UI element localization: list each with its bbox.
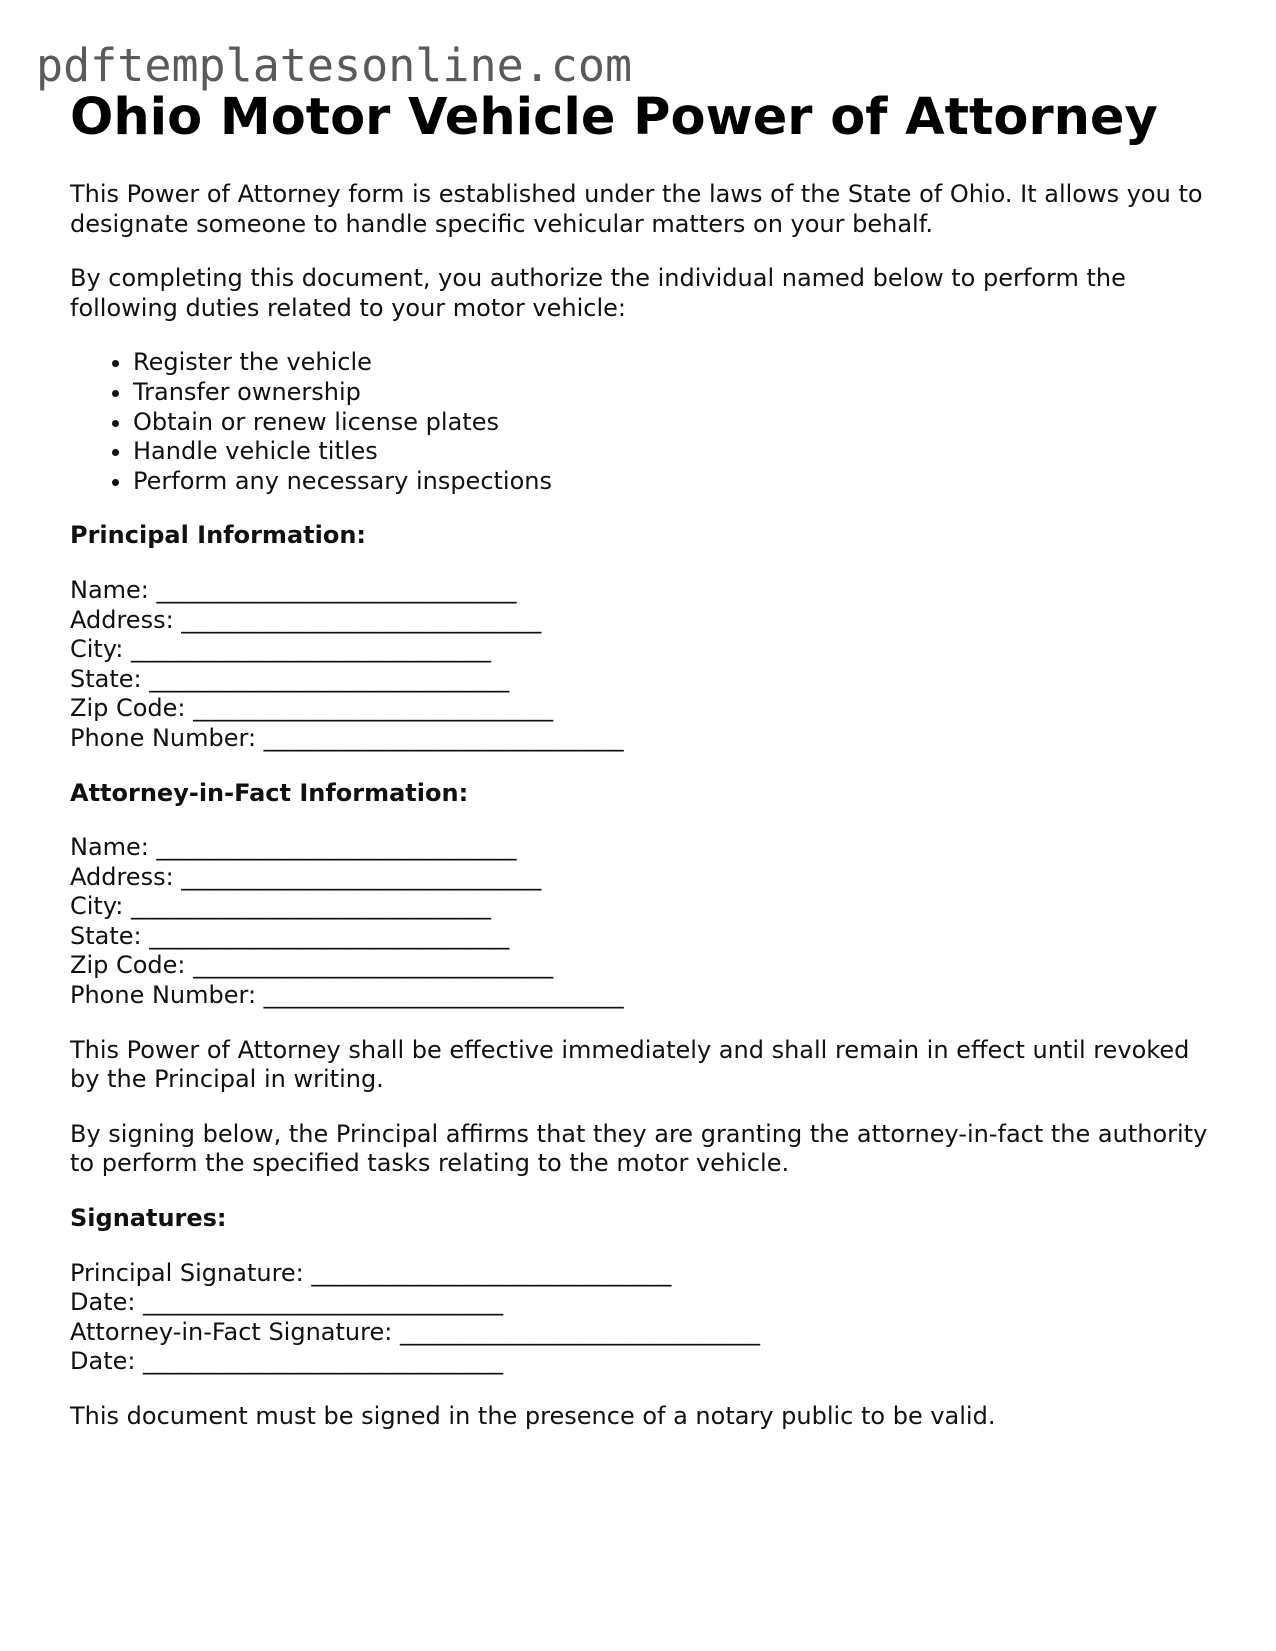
signature-fields — [70, 1259, 1220, 1377]
attorney-heading: Attorney-in-Fact Information: — [70, 778, 469, 807]
page-title: Ohio Motor Vehicle Power of Attorney — [70, 88, 1158, 147]
principal-signature-field[interactable]: Principal Signature: ______________________________ — [70, 1258, 672, 1287]
principal-date-field[interactable]: Date: ______________________________ — [70, 1288, 504, 1317]
watermark: pdftemplatesonline.com — [36, 39, 633, 92]
authorization-paragraph: By completing this document, you authorize the individual named below to perform the following duties related to your motor vehicle: — [70, 264, 1126, 322]
attorney-city-field[interactable]: City: ______________________________ — [70, 892, 492, 921]
attorney-phone-field[interactable]: Phone Number: ______________________________ — [70, 981, 624, 1010]
attorney-signature-field[interactable]: Attorney-in-Fact Signature: ______________________________ — [70, 1317, 760, 1346]
principal-heading: Principal Information: — [70, 521, 367, 550]
principal-address-field[interactable]: Address: ______________________________ — [70, 605, 542, 634]
attorney-address-field[interactable]: Address: ______________________________ — [70, 862, 542, 891]
duty-item: • Perform any necessary inspections — [133, 467, 1220, 497]
principal-zip-field[interactable]: Zip Code: ______________________________ — [70, 694, 554, 723]
principal-phone-field[interactable]: Phone Number: ______________________________ — [70, 723, 624, 752]
duty-item: • Obtain or renew license plates — [133, 408, 1220, 438]
principal-fields — [70, 576, 1220, 754]
affirmation-paragraph: By signing below, the Principal affirms that they are granting the attorney-in-fact the authority to perform the specified tasks relating to the motor vehicle. — [70, 1119, 1208, 1178]
duty-item: • Transfer ownership — [133, 378, 1220, 408]
effective-paragraph: This Power of Attorney shall be effective immediately and shall remain in effect until revoked by the Principal in writing. — [70, 1035, 1190, 1094]
document-body — [70, 84, 1220, 1432]
duties-list — [70, 348, 1220, 496]
attorney-fields — [70, 833, 1220, 1011]
principal-name-field[interactable]: Name: ______________________________ — [70, 575, 517, 604]
attorney-date-field[interactable]: Date: ______________________________ — [70, 1347, 504, 1376]
notary-paragraph: This document must be signed in the presence of a notary public to be valid. — [70, 1402, 996, 1430]
intro-paragraph: This Power of Attorney form is established under the laws of the State of Ohio. It allows you to designate someone to handle specific vehicular matters on your behalf. — [70, 180, 1203, 238]
principal-state-field[interactable]: State: ______________________________ — [70, 664, 510, 693]
attorney-name-field[interactable]: Name: ______________________________ — [70, 833, 517, 862]
signatures-heading: Signatures: — [70, 1204, 227, 1233]
attorney-zip-field[interactable]: Zip Code: ______________________________ — [70, 951, 554, 980]
attorney-state-field[interactable]: State: ______________________________ — [70, 921, 510, 950]
duty-item: • Handle vehicle titles — [133, 437, 1220, 467]
principal-city-field[interactable]: City: ______________________________ — [70, 635, 492, 664]
duty-item: • Register the vehicle — [133, 348, 1220, 378]
